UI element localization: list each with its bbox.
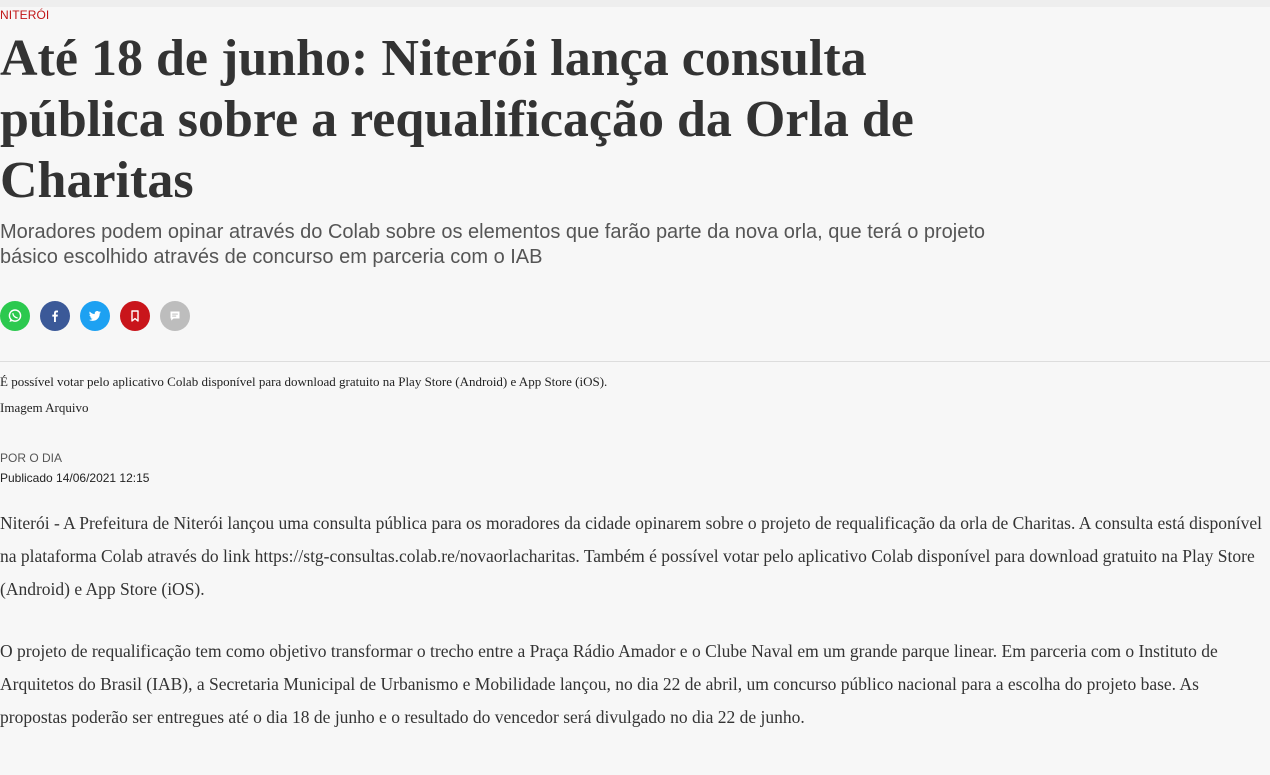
facebook-icon (47, 308, 63, 324)
share-facebook-button[interactable] (40, 301, 70, 331)
twitter-icon (87, 308, 103, 324)
whatsapp-icon (7, 308, 23, 324)
article-headline: Até 18 de junho: Niterói lança consulta pública sobre a requalificação da Orla de Charitas (0, 30, 914, 209)
comment-button[interactable] (160, 301, 190, 331)
article-subtitle: Moradores podem opinar através do Colab sobre os elementos que farão parte da nova orla, que terá o projeto básico escolhido através de concurso em parceria com o IAB (0, 221, 986, 268)
image-credit: Imagem Arquivo (0, 400, 89, 415)
byline: POR O DIA (0, 451, 63, 465)
share-bar (0, 301, 190, 331)
article-paragraph: Niterói - A Prefeitura de Niterói lançou uma consulta pública para os moradores da cidade opinarem sobre o projeto de requalificação da orla de Charitas. A consulta está disponível na plataforma Colab através do link https://stg-consultas.colab.re/novaorlacharitas. Também é possível votar pelo aplicativo Colab disponível para download gratuito na Play Store (Android) e App Store (iOS). (0, 513, 1263, 599)
bookmark-button[interactable] (120, 301, 150, 331)
share-twitter-button[interactable] (80, 301, 110, 331)
bookmark-icon (127, 308, 143, 324)
category-link[interactable]: NITERÓI (0, 8, 50, 22)
divider (0, 361, 1270, 362)
share-whatsapp-button[interactable] (0, 301, 30, 331)
comment-icon (167, 308, 183, 324)
published-date: Publicado 14/06/2021 12:15 (0, 471, 150, 485)
top-strip (0, 0, 1270, 7)
article-paragraph: O projeto de requalificação tem como objetivo transformar o trecho entre a Praça Rádio Amador e o Clube Naval em um grande parque linear. Em parceria com o Instituto de Arquitetos do Brasil (IAB), a Secretaria Municipal de Urbanismo e Mobilidade lançou, no dia 22 de abril, um concurso público nacional para a escolha do projeto base. As propostas poderão ser entregues até o dia 18 de junho e o resultado do vencedor será divulgado no dia 22 de junho. (0, 641, 1218, 727)
image-caption: É possível votar pelo aplicativo Colab disponível para download gratuito na Play Store (Android) e App Store (iOS). (0, 374, 608, 389)
